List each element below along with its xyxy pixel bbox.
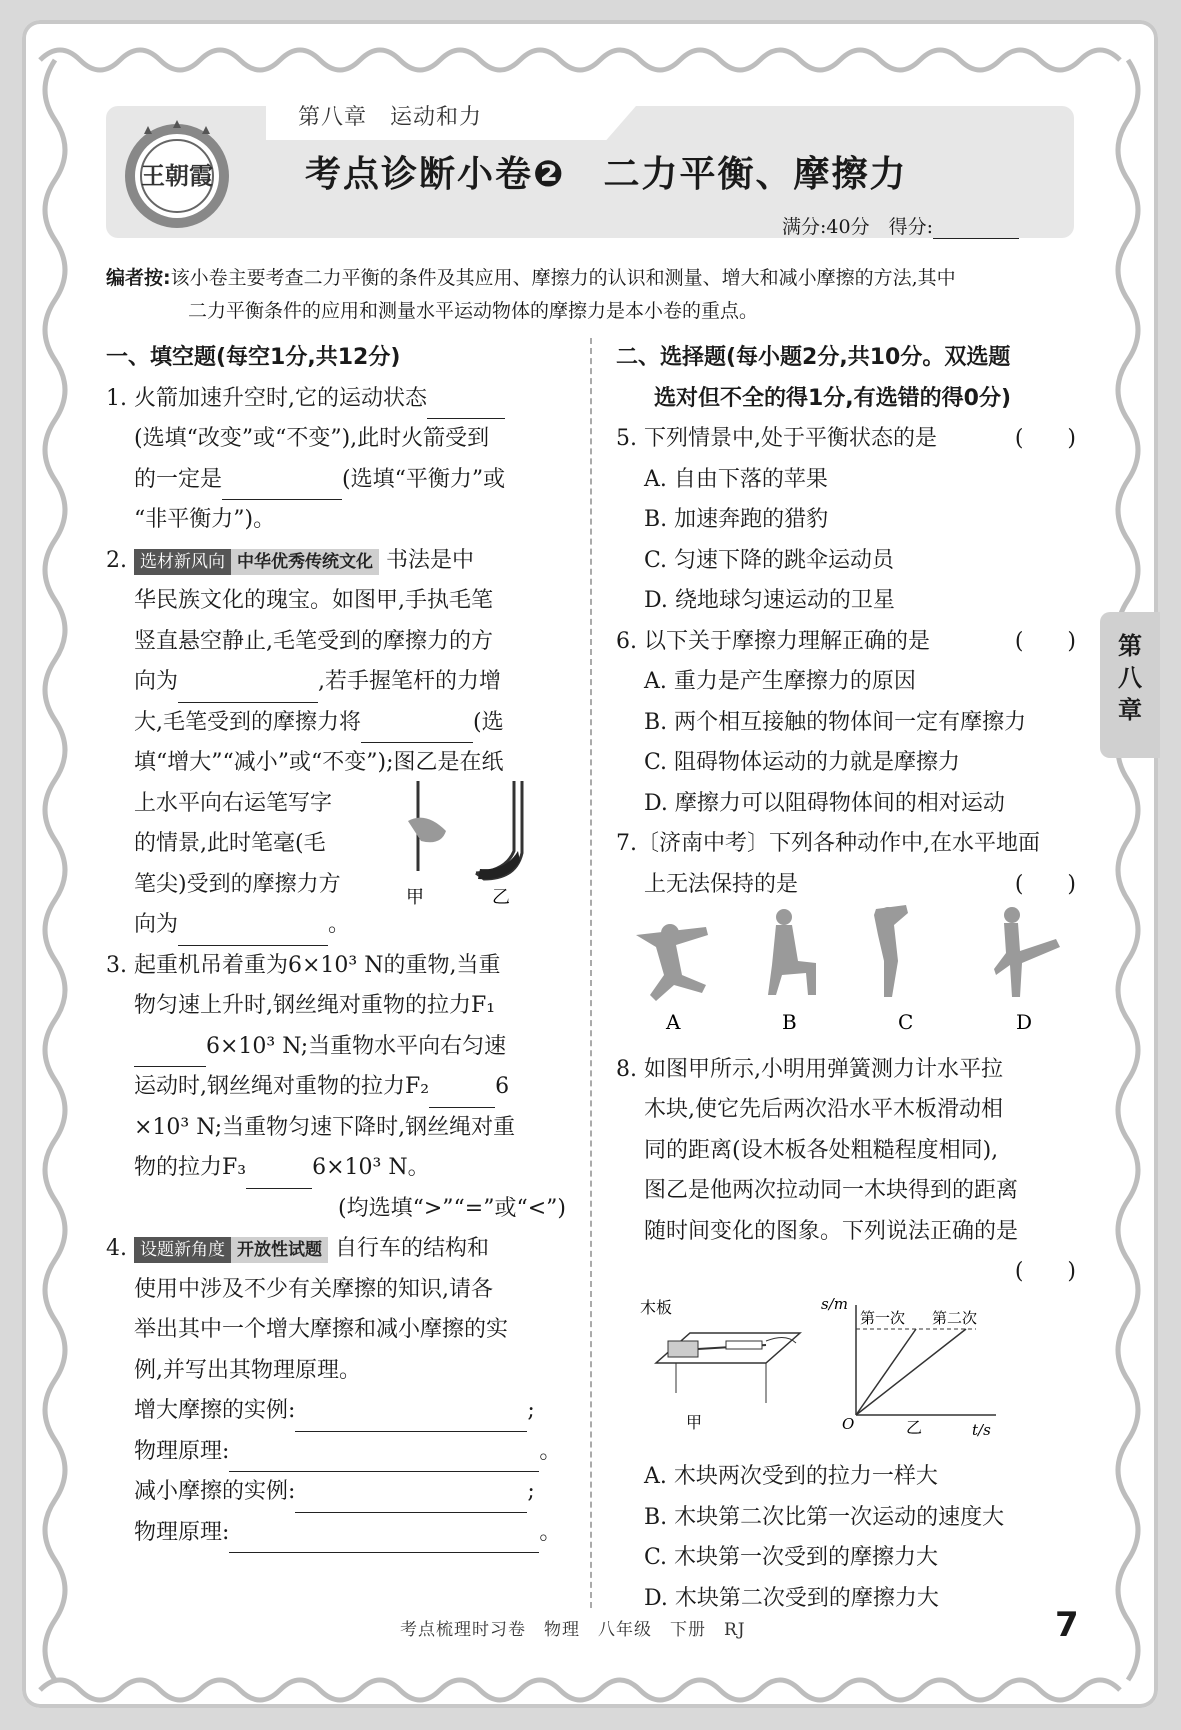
q8-figure [616, 1293, 1076, 1443]
q3-text-f2: 6×10³ N。 [312, 1155, 430, 1180]
q8-x-axis-label: t/s [972, 1420, 991, 1439]
score-line [782, 212, 1019, 239]
q4-semi-2: ; [527, 1479, 535, 1504]
q8-text-d: 图乙是他两次拉动同一木块得到的距离 [644, 1178, 1019, 1203]
q1-blank-1[interactable] [427, 394, 505, 419]
section1-title: 一、填空题(每空1分,共12分) [106, 345, 401, 370]
q4-period-1: 。 [539, 1438, 562, 1464]
q8-text-e: 随时间变化的图象。下列说法正确的是 [644, 1218, 1019, 1244]
brand-seal-logo [118, 116, 236, 232]
chapter-label: 第八章 运动和力 [298, 105, 483, 130]
q8-distance-time-graph [821, 1295, 996, 1439]
editor-note-line1: 该小卷主要考查二力平衡的条件及其应用、摩擦力的认识和测量、增大和减小摩擦的方法,其中 [170, 267, 956, 289]
q2-text-d1: 向为 [134, 669, 179, 694]
q4-text-c: 举出其中一个增大摩擦和减小摩擦的实 [134, 1317, 509, 1342]
question-8 [616, 1050, 1076, 1620]
question-3 [106, 946, 566, 1230]
q7-label-c: C [898, 1010, 914, 1034]
q7-label-a: A [666, 1010, 681, 1034]
question-5 [616, 419, 1076, 622]
q7-stem-1: 7.〔济南中考〕下列各种动作中,在水平地面 [616, 831, 1040, 856]
q4-number: 4. [106, 1236, 127, 1261]
q8-text-b: 木块,使它先后两次沿水平木板滑动相 [644, 1097, 1003, 1122]
editor-note [106, 262, 1076, 328]
q8-option-a: A. 木块两次受到的拉力一样大 [644, 1464, 938, 1489]
q2-text-a: 书法是中 [386, 547, 475, 573]
question-6 [616, 622, 1076, 825]
q3-text-a: 3. 起重机吊着重为6×10³ N的重物,当重 [106, 952, 501, 978]
q7-stem-2: 上无法保持的是 [644, 871, 799, 897]
q5-option-d: D. 绕地球匀速运动的卫星 [644, 588, 895, 613]
q2-tag-culture: 中华优秀传统文化 [231, 549, 379, 575]
q2-text-g: 上水平向右运笔写字 [134, 790, 333, 816]
page-title: 考点诊断小卷❷ 二力平衡、摩擦力 [305, 154, 908, 195]
q2-tag-new-material: 选材新风向 [134, 549, 231, 575]
q3-text-b: 物匀速上升时,钢丝绳对重物的拉力F₁ [134, 993, 496, 1018]
q3-text-f1: 物的拉力F₃ [134, 1155, 247, 1180]
score-blank[interactable] [933, 214, 1019, 239]
q5-stem: 5. 下列情景中,处于平衡状态的是 [616, 426, 937, 451]
section2-title-1: 二、选择题(每小题2分,共10分。双选题 [616, 345, 1011, 370]
pose-b-figure [768, 909, 816, 995]
q2-blank-3[interactable] [178, 921, 328, 946]
q8-origin-label: O [842, 1414, 855, 1433]
question-2 [106, 541, 566, 946]
q3-text-d2: 6 [495, 1074, 510, 1099]
q5-option-c: C. 匀速下降的跳伞运动员 [644, 547, 895, 573]
svg-text:王朝霞: 王朝霞 [141, 161, 213, 190]
chapter-side-tab[interactable] [1100, 612, 1160, 758]
q6-option-d: D. 摩擦力可以阻碍物体间的相对运动 [644, 790, 1005, 816]
q7-label-b: B [782, 1010, 797, 1034]
q8-option-b: B. 木块第二次比第一次运动的速度大 [644, 1504, 1005, 1530]
q4-principle-blank-2[interactable] [229, 1528, 539, 1553]
q8-series-first [856, 1329, 916, 1415]
q2-text-d2: ,若手握笔杆的力增 [318, 669, 502, 694]
q3-blank-3[interactable] [246, 1164, 312, 1189]
footer-text: 考点梳理时习卷 物理 八年级 下册 RJ [400, 1620, 746, 1640]
q7-pose-figures [616, 905, 1076, 1035]
q8-y-axis-label: s/m [821, 1294, 848, 1313]
q2-text-i: 笔尖)受到的摩擦力方 [134, 871, 341, 897]
q8-text-a: 8. 如图甲所示,小明用弹簧测力计水平拉 [616, 1056, 1003, 1082]
score-text: 满分:40分 得分: [782, 216, 933, 238]
q6-option-a: A. 重力是产生摩擦力的原因 [644, 669, 916, 694]
q2-brush-figure [396, 781, 556, 921]
q4-principle-blank-1[interactable] [229, 1447, 539, 1472]
q6-stem: 6. 以下关于摩擦力理解正确的是 [616, 628, 930, 654]
q2-text-j2: 。 [328, 912, 351, 937]
q1-text-a: 1. 火箭加速升空时,它的运动状态 [106, 385, 427, 411]
q6-option-b: B. 两个相互接触的物体间一定有摩擦力 [644, 709, 1027, 735]
question-4 [106, 1229, 566, 1553]
q1-text-e: “非平衡力”)。 [134, 507, 276, 532]
q4-principle-label-1: 物理原理: [134, 1438, 230, 1464]
q1-text-d: (选填“平衡力”或 [342, 466, 506, 492]
q5-answer-paren[interactable]: ( ) [1014, 426, 1076, 451]
chapter-side-tab-label: 第八章 [1118, 632, 1142, 724]
q5-option-a: A. 自由下落的苹果 [644, 466, 828, 492]
q4-decrease-label: 减小摩擦的实例: [134, 1479, 296, 1504]
q4-tag-new-angle: 设题新角度 [134, 1237, 231, 1263]
q3-text-e: ×10³ N;当重物匀速下降时,钢丝绳对重 [134, 1114, 516, 1140]
q2-blank-2[interactable] [361, 718, 473, 743]
q4-period-2: 。 [539, 1519, 562, 1545]
q4-text-b: 使用中涉及不少有关摩擦的知识,请各 [134, 1276, 493, 1302]
q3-hint: (均选填“>”“=”或“<”) [338, 1195, 566, 1221]
question-1 [106, 379, 566, 541]
q8-fig-label-b: 乙 [906, 1417, 923, 1437]
q2-blank-1[interactable] [178, 678, 318, 703]
q7-label-d: D [1016, 1010, 1033, 1034]
question-7 [616, 824, 1076, 1050]
q2-text-b: 华民族文化的瑰宝。如图甲,手执毛笔 [134, 588, 493, 613]
q2-text-c: 竖直悬空静止,毛笔受到的摩擦力的方 [134, 628, 493, 654]
q4-increase-blank[interactable] [295, 1407, 527, 1432]
q2-text-h: 的情景,此时笔毫(毛 [134, 831, 326, 856]
q8-series-first-label: 第一次 [860, 1308, 906, 1327]
q6-option-c: C. 阻碍物体运动的力就是摩擦力 [644, 750, 961, 775]
q3-text-d1: 运动时,钢丝绳对重物的拉力F₂ [134, 1074, 430, 1099]
q8-series-second-label: 第二次 [932, 1308, 978, 1327]
q4-increase-label: 增大摩擦的实例: [134, 1398, 296, 1423]
q8-text-c: 同的距离(设木板各处粗糙程度相同), [644, 1137, 999, 1163]
q4-semi-1: ; [527, 1398, 535, 1423]
editor-note-label: 编者按: [106, 267, 171, 289]
q8-option-d: D. 木块第二次受到的摩擦力大 [644, 1585, 939, 1611]
q2-number: 2. [106, 547, 127, 573]
q1-blank-2[interactable] [222, 475, 342, 500]
q6-answer-paren[interactable]: ( ) [1014, 628, 1076, 654]
q3-text-c: 6×10³ N;当重物水平向右匀速 [206, 1033, 507, 1059]
q4-tag-open: 开放性试题 [231, 1237, 328, 1263]
q8-board-label: 木板 [640, 1297, 673, 1317]
q2-text-e2: (选 [473, 709, 504, 735]
q1-text-c: 的一定是 [134, 466, 223, 492]
q4-decrease-blank[interactable] [295, 1488, 527, 1513]
q4-text-a: 自行车的结构和 [335, 1236, 490, 1261]
q8-answer-paren[interactable]: ( ) [1014, 1259, 1076, 1284]
q4-text-d: 例,并写出其物理原理。 [134, 1357, 361, 1383]
q4-principle-label-2: 物理原理: [134, 1519, 230, 1545]
page-number: 7 [1055, 1605, 1079, 1645]
q3-blank-2[interactable] [429, 1083, 495, 1108]
left-column [106, 338, 566, 1553]
q7-answer-paren[interactable]: ( ) [1014, 871, 1076, 897]
q2-fig-label-a: 甲 [406, 886, 424, 908]
q2-text-f: 填“增大”“减小”或“不变”);图乙是在纸 [134, 750, 504, 775]
column-divider [590, 338, 592, 1608]
right-column [616, 338, 1076, 1619]
q2-fig-label-b: 乙 [492, 886, 510, 908]
editor-note-line2: 二力平衡条件的应用和测量水平运动物体的摩擦力是本小卷的重点。 [188, 300, 759, 322]
q8-fig-label-a: 甲 [686, 1412, 703, 1432]
section2-title-2: 选对但不全的得1分,有选错的得0分) [654, 385, 1012, 411]
q2-text-e1: 大,毛笔受到的摩擦力将 [134, 709, 361, 735]
pose-d-figure [994, 907, 1060, 997]
q1-text-b: (选填“改变”或“不变”),此时火箭受到 [134, 426, 490, 451]
pose-a-figure [636, 924, 708, 1001]
q8-board-apparatus [640, 1298, 800, 1432]
q5-option-b: B. 加速奔跑的猎豹 [644, 507, 829, 532]
q8-series-second [856, 1329, 966, 1415]
q2-text-j1: 向为 [134, 912, 179, 937]
pose-c-figure [874, 905, 908, 997]
q3-blank-1[interactable] [134, 1042, 206, 1067]
q8-option-c: C. 木块第一次受到的摩擦力大 [644, 1545, 939, 1570]
